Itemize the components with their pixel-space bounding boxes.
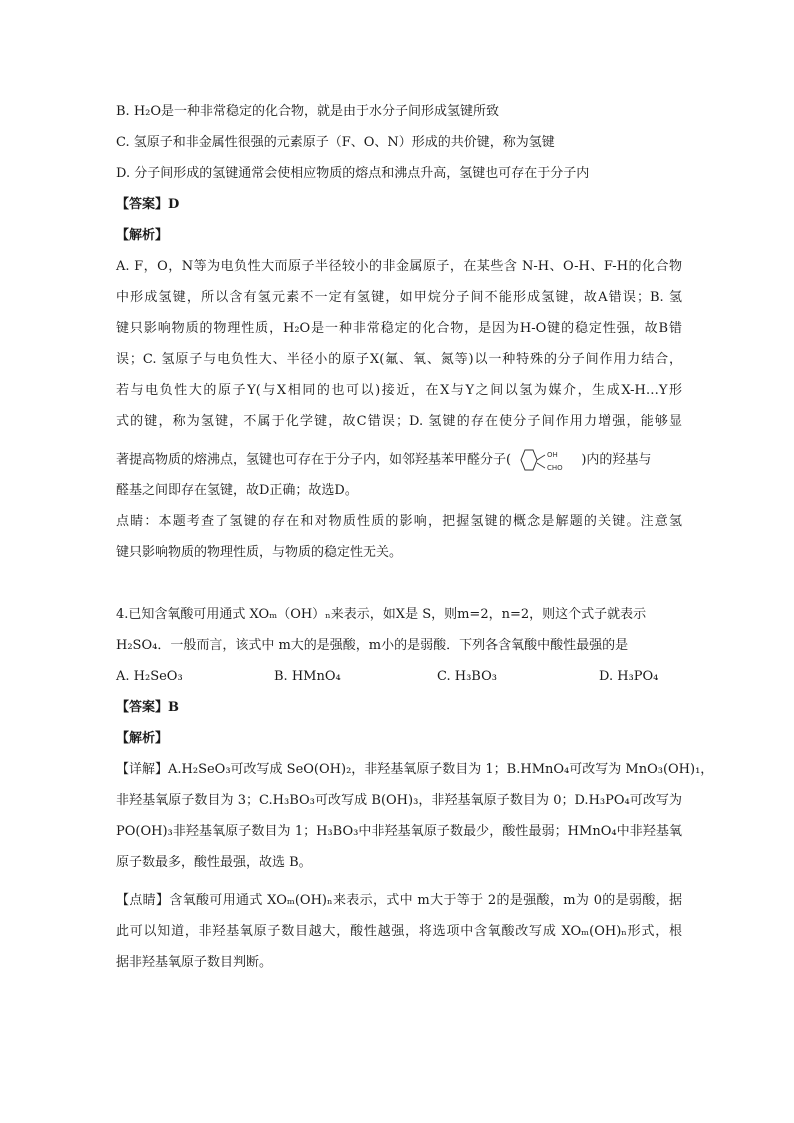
q4-detail-line: 原子数最多，酸性最强，故选 B。	[116, 855, 312, 870]
q4-option-a: A. H₂SeO₃	[116, 669, 183, 684]
q3-analysis-title: 【解析】	[116, 228, 169, 243]
q4-tip-line: 此可以知道，非羟基氧原子数目越大，酸性越强，将选项中含氧酸改写成 XOₘ(OH)ₙ形式，根	[116, 924, 682, 939]
q3-answer: 【答案】D	[116, 197, 180, 212]
q3-tip-line: 点睛：本题考查了氢键的存在和对物质性质的影响，把握氢键的概念是解题的关键。注意氢	[116, 514, 682, 529]
q3-analysis-line: 误；C. 氢原子与电负性大、半径小的原子X(氟、氧、氮等)以一种特殊的分子间作用力结合，	[116, 352, 682, 367]
q4-stem-line: H₂SO₄．一般而言，该式中 m大的是强酸，m小的是弱酸．下列各含氧酸中酸性最强的是	[116, 638, 629, 653]
q4-detail-line: PO(OH)₃非羟基氧原子数目为 1；H₃BO₃中非羟基氧原子数最少，酸性最弱；HMnO₄中非羟基氧	[116, 824, 682, 839]
q3-analysis-line: 若与电负性大的原子Y(与X相同的也可以)接近，在X与Y之间以氢为媒介，生成X-H…Y形	[116, 383, 682, 398]
q4-stem-line: 4.已知含氧酸可用通式 XOₘ（OH）ₙ来表示，如X是 S，则m=2，n=2，则这个式子就表示	[116, 607, 647, 622]
q4-detail-line: 【详解】A.H₂SeO₃可改写成 SeO(OH)₂，非羟基氧原子数目为 1；B.HMnO₄可改写为 MnO₃(OH)₁，	[116, 762, 714, 777]
q3-analysis-line: 式的键，称为氢键，不属于化学键，故C错误；D. 氢键的存在使分子间作用力增强，能够显	[116, 414, 682, 429]
q3-option-c: C. 氢原子和非金属性很强的元素原子（F、O、N）形成的共价键，称为氢键	[116, 135, 555, 150]
structure-oh-label: OH	[547, 451, 558, 459]
q3-analysis-text: )内的羟基与	[581, 452, 652, 468]
q3-analysis-text: 著提高物质的熔沸点，氢键也可存在于分子内，如邻羟基苯甲醛分子(	[116, 452, 512, 468]
q3-analysis-line: 键只影响物质的物理性质，H₂O是一种非常稳定的化合物，是因为H-O键的稳定性强，故B错	[116, 321, 682, 336]
q4-tip-line: 据非羟基氧原子数目判断。	[116, 955, 273, 970]
q3-tip-line: 键只影响物质的物理性质，与物质的稳定性无关。	[116, 545, 403, 560]
q4-analysis-title: 【解析】	[116, 731, 169, 746]
q4-tip-line: 【点睛】含氧酸可用通式 XOₘ(OH)ₙ来表示，式中 m大于等于 2的是强酸，m为 0的是弱酸，据	[116, 893, 682, 908]
q3-option-d: D. 分子间形成的氢键通常会使相应物质的熔点和沸点升高，氢键也可存在于分子内	[116, 166, 590, 181]
structure-cho-label: CHO	[547, 464, 563, 472]
q3-analysis-line: 中形成氢键，所以含有氢元素不一定有氢键，如甲烷分子间不能形成氢键，故A错误；B. 氢	[116, 290, 682, 305]
salicylaldehyde-structure-icon	[515, 447, 577, 473]
q4-option-d: D. H₃PO₄	[599, 669, 659, 684]
q3-option-b: B. H₂O是一种非常稳定的化合物，就是由于水分子间形成氢键所致	[116, 104, 500, 119]
q4-option-c: C. H₃BO₃	[437, 669, 497, 684]
q3-analysis-line-with-structure	[116, 447, 651, 473]
q4-detail-line: 非羟基氧原子数目为 3；C.H₃BO₃可改写成 B(OH)₃，非羟基氧原子数目为 0；D.H₃PO₄可改写为	[116, 793, 682, 808]
q3-analysis-line: 醛基之间即存在氢键，故D正确；故选D。	[116, 483, 358, 498]
q4-option-b: B. HMnO₄	[274, 669, 341, 684]
q4-answer: 【答案】B	[116, 700, 179, 715]
q3-analysis-line: A. F，O，N等为电负性大而原子半径较小的非金属原子，在某些含 N-H、O-H、F-H的化合物	[116, 259, 682, 274]
